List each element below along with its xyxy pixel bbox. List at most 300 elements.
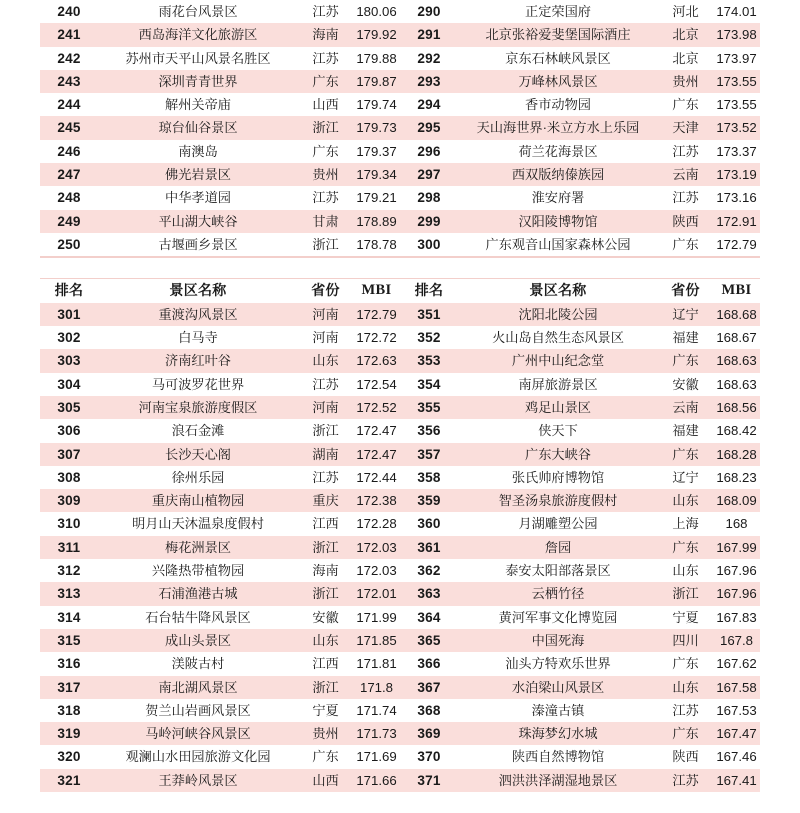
cell-rank-left: 241 — [57, 27, 81, 43]
cell-rank-right: 296 — [417, 143, 441, 159]
table-row[interactable] — [40, 396, 760, 419]
cell-mbi-left: 171.73 — [356, 726, 397, 742]
ranking-table-bottom — [40, 279, 760, 792]
cell-mbi-left: 172.38 — [356, 493, 397, 509]
column-header-rank-left: 排名 — [40, 279, 98, 302]
cell-mbi-right: 167.62 — [716, 656, 757, 672]
cell-mbi-left: 171.74 — [356, 702, 397, 718]
cell-province-right: 山东 — [672, 563, 699, 579]
cell-name-right: 智圣汤泉旅游度假村 — [498, 493, 618, 509]
table-row[interactable] — [40, 512, 760, 535]
table-row[interactable] — [40, 582, 760, 605]
cell-rank-right: 298 — [417, 190, 441, 206]
cell-province-left: 甘肃 — [312, 213, 339, 229]
cell-name-right: 沈阳北陵公园 — [518, 306, 598, 322]
cell-rank-right: 356 — [417, 423, 441, 439]
cell-rank-left: 319 — [57, 726, 81, 742]
table-row[interactable] — [40, 419, 760, 442]
cell-province-right: 河北 — [672, 4, 699, 19]
cell-mbi-right: 173.16 — [716, 190, 757, 206]
cell-rank-left: 312 — [57, 563, 81, 579]
cell-rank-left: 316 — [57, 656, 81, 672]
cell-province-right: 云南 — [672, 399, 699, 415]
cell-province-right: 山东 — [672, 493, 699, 509]
cell-name-right: 万峰林风景区 — [518, 73, 598, 89]
table-row[interactable] — [40, 466, 760, 489]
cell-province-right: 浙江 — [672, 586, 699, 602]
cell-rank-right: 293 — [417, 73, 441, 89]
cell-name-left: 中华孝道园 — [165, 190, 231, 206]
cell-name-left: 河南宝泉旅游度假区 — [138, 399, 258, 415]
cell-name-right: 月湖雕塑公园 — [518, 516, 598, 532]
cell-mbi-left: 180.06 — [356, 4, 397, 19]
cell-rank-left: 245 — [57, 120, 81, 136]
cell-province-right: 广东 — [672, 353, 699, 369]
cell-name-left: 古堰画乡景区 — [158, 236, 238, 252]
cell-name-left: 白马寺 — [178, 330, 218, 346]
cell-rank-right: 290 — [417, 4, 441, 19]
cell-rank-left: 308 — [57, 469, 81, 485]
cell-mbi-right: 168.23 — [716, 469, 757, 485]
cell-mbi-left: 172.03 — [356, 563, 397, 579]
cell-province-right: 广东 — [672, 656, 699, 672]
cell-mbi-right: 173.55 — [716, 73, 757, 89]
cell-province-left: 山东 — [312, 632, 339, 648]
cell-name-right: 火山岛自然生态风景区 — [492, 330, 624, 346]
cell-rank-left: 302 — [57, 330, 81, 346]
table-row[interactable] — [40, 536, 760, 559]
cell-province-left: 湖南 — [312, 446, 339, 462]
cell-mbi-right: 168 — [725, 516, 748, 532]
cell-mbi-left: 179.88 — [356, 50, 397, 66]
cell-province-left: 浙江 — [312, 120, 339, 136]
cell-name-left: 观澜山水田园旅游文化园 — [125, 749, 271, 765]
cell-name-left: 马可波罗花世界 — [151, 376, 245, 392]
cell-province-right: 江苏 — [672, 702, 699, 718]
cell-province-left: 河南 — [312, 306, 339, 322]
column-header-rank-right: 排名 — [400, 279, 458, 302]
cell-rank-right: 295 — [417, 120, 441, 136]
cell-name-left: 渼陂古村 — [171, 656, 225, 672]
cell-rank-left: 317 — [57, 679, 81, 695]
cell-name-left: 雨花台风景区 — [158, 4, 238, 19]
cell-province-left: 江西 — [312, 656, 339, 672]
cell-name-right: 天山海世界·米立方水上乐园 — [476, 120, 640, 136]
table-row[interactable] — [40, 699, 760, 722]
cell-name-left: 重渡沟风景区 — [158, 306, 238, 322]
cell-rank-left: 249 — [57, 213, 81, 229]
cell-name-left: 西岛海洋文化旅游区 — [138, 27, 258, 43]
cell-name-right: 京东石林峡风景区 — [505, 50, 611, 66]
cell-mbi-right: 167.83 — [716, 609, 757, 625]
cell-name-right: 广东观音山国家森林公园 — [485, 236, 631, 252]
cell-rank-left: 309 — [57, 493, 81, 509]
cell-name-right: 詹园 — [544, 539, 572, 555]
cell-mbi-left: 171.81 — [356, 656, 397, 672]
cell-rank-right: 362 — [417, 563, 441, 579]
cell-name-right: 正定荣国府 — [525, 4, 591, 19]
cell-name-left: 解州关帝庙 — [165, 97, 231, 113]
cell-province-right: 广东 — [672, 236, 699, 252]
cell-name-left: 马岭河峡谷风景区 — [145, 726, 251, 742]
cell-mbi-left: 172.28 — [356, 516, 397, 532]
cell-mbi-right: 167.58 — [716, 679, 757, 695]
cell-rank-left: 315 — [57, 632, 81, 648]
cell-name-right: 中国死海 — [531, 632, 585, 648]
cell-mbi-right: 167.53 — [716, 702, 757, 718]
ranking-table-header — [40, 279, 760, 302]
cell-rank-left: 240 — [57, 4, 81, 19]
cell-mbi-left: 179.73 — [356, 120, 397, 136]
cell-province-right: 广东 — [672, 97, 699, 113]
cell-province-left: 江苏 — [312, 469, 339, 485]
cell-name-right: 汕头方特欢乐世界 — [505, 656, 611, 672]
cell-name-left: 贺兰山岩画风景区 — [145, 702, 251, 718]
cell-rank-right: 369 — [417, 726, 441, 742]
cell-mbi-left: 172.54 — [356, 376, 397, 392]
cell-mbi-left: 172.72 — [356, 330, 397, 346]
cell-rank-left: 244 — [57, 97, 81, 113]
cell-rank-right: 357 — [417, 446, 441, 462]
cell-province-left: 浙江 — [312, 679, 339, 695]
cell-province-right: 福建 — [672, 423, 699, 439]
cell-mbi-right: 168.56 — [716, 399, 757, 415]
cell-mbi-right: 172.91 — [716, 213, 757, 229]
cell-mbi-right: 168.09 — [716, 493, 757, 509]
cell-mbi-right: 167.46 — [716, 749, 757, 765]
cell-mbi-right: 168.28 — [716, 446, 757, 462]
cell-rank-left: 250 — [57, 236, 81, 252]
cell-mbi-left: 179.74 — [356, 97, 397, 113]
table-row[interactable] — [40, 326, 760, 349]
cell-rank-right: 358 — [417, 469, 441, 485]
cell-province-right: 山东 — [672, 679, 699, 695]
cell-rank-right: 352 — [417, 330, 441, 346]
cell-mbi-right: 167.96 — [716, 586, 757, 602]
cell-rank-left: 243 — [57, 73, 81, 89]
cell-province-left: 河南 — [312, 399, 339, 415]
table-row[interactable] — [40, 349, 760, 372]
table-row[interactable] — [40, 47, 760, 70]
cell-province-left: 河南 — [312, 330, 339, 346]
cell-province-right: 广东 — [672, 446, 699, 462]
cell-rank-left: 321 — [57, 772, 81, 788]
cell-name-right: 泗洪洪泽湖湿地景区 — [498, 772, 618, 788]
cell-mbi-right: 173.97 — [716, 50, 757, 66]
cell-mbi-left: 172.52 — [356, 399, 397, 415]
cell-province-right: 江苏 — [672, 143, 699, 159]
cell-name-left: 南澳岛 — [178, 143, 218, 159]
cell-mbi-right: 167.96 — [716, 563, 757, 579]
table-row[interactable] — [40, 303, 760, 326]
cell-mbi-left: 172.79 — [356, 306, 397, 322]
cell-province-left: 贵州 — [312, 167, 339, 183]
cell-mbi-right: 173.98 — [716, 27, 757, 43]
cell-rank-right: 355 — [417, 399, 441, 415]
cell-province-left: 江西 — [312, 516, 339, 532]
cell-rank-left: 313 — [57, 586, 81, 602]
cell-rank-left: 305 — [57, 399, 81, 415]
cell-province-right: 福建 — [672, 330, 699, 346]
cell-rank-left: 301 — [57, 306, 81, 322]
cell-name-right: 珠海梦幻水城 — [518, 726, 598, 742]
table-row[interactable] — [40, 676, 760, 699]
ranking-table-bottom-body — [40, 303, 760, 792]
column-header-mbi-right: MBI — [713, 279, 760, 302]
cell-mbi-left: 172.03 — [356, 539, 397, 555]
cell-rank-right: 360 — [417, 516, 441, 532]
cell-rank-right: 367 — [417, 679, 441, 695]
table-row[interactable] — [40, 23, 760, 46]
cell-rank-right: 366 — [417, 656, 441, 672]
cell-province-right: 天津 — [672, 120, 699, 136]
cell-name-left: 深圳青青世界 — [158, 73, 238, 89]
cell-province-right: 四川 — [672, 632, 699, 648]
cell-name-right: 黄河军事文化博览园 — [498, 609, 618, 625]
cell-name-left: 平山湖大峡谷 — [158, 213, 238, 229]
cell-mbi-left: 178.89 — [356, 213, 397, 229]
header-row — [40, 279, 760, 302]
cell-mbi-left: 171.8 — [359, 679, 393, 695]
column-header-mbi-left: MBI — [353, 279, 400, 302]
cell-rank-right: 292 — [417, 50, 441, 66]
ranking-table-top — [40, 0, 760, 256]
cell-mbi-left: 171.69 — [356, 749, 397, 765]
cell-mbi-right: 173.19 — [716, 167, 757, 183]
table-row[interactable] — [40, 186, 760, 209]
table-row[interactable] — [40, 373, 760, 396]
cell-name-left: 徐州乐园 — [171, 469, 225, 485]
cell-name-left: 南北湖风景区 — [158, 679, 238, 695]
cell-province-left: 浙江 — [312, 586, 339, 602]
cell-mbi-right: 167.47 — [716, 726, 757, 742]
cell-mbi-right: 168.68 — [716, 306, 757, 322]
cell-mbi-right: 172.79 — [716, 236, 757, 252]
cell-province-left: 安徽 — [312, 609, 339, 625]
ranking-table-top-body — [40, 0, 760, 256]
cell-rank-right: 359 — [417, 493, 441, 509]
cell-name-right: 西双版纳傣族园 — [511, 167, 605, 183]
table-row[interactable] — [40, 70, 760, 93]
table-row[interactable] — [40, 489, 760, 512]
column-header-province-left: 省份 — [298, 279, 353, 302]
cell-rank-left: 307 — [57, 446, 81, 462]
cell-name-right: 陕西自然博物馆 — [511, 749, 605, 765]
cell-mbi-left: 172.01 — [356, 586, 397, 602]
cell-rank-left: 320 — [57, 749, 81, 765]
cell-mbi-left: 171.66 — [356, 772, 397, 788]
table-row[interactable] — [40, 559, 760, 582]
cell-mbi-right: 173.55 — [716, 97, 757, 113]
cell-province-right: 宁夏 — [672, 609, 699, 625]
cell-name-right: 鸡足山景区 — [525, 399, 591, 415]
cell-rank-right: 297 — [417, 167, 441, 183]
cell-rank-left: 303 — [57, 353, 81, 369]
cell-mbi-left: 179.21 — [356, 190, 397, 206]
cell-rank-right: 300 — [417, 236, 441, 252]
cell-rank-right: 363 — [417, 586, 441, 602]
cell-mbi-right: 168.67 — [716, 330, 757, 346]
cell-name-right: 南屏旅游景区 — [518, 376, 598, 392]
cell-mbi-left: 171.85 — [356, 632, 397, 648]
cell-province-left: 山西 — [312, 772, 339, 788]
cell-name-right: 北京张裕爱斐堡国际酒庄 — [485, 27, 631, 43]
cell-rank-right: 299 — [417, 213, 441, 229]
cell-mbi-left: 172.47 — [356, 423, 397, 439]
cell-province-right: 贵州 — [672, 73, 699, 89]
cell-rank-left: 306 — [57, 423, 81, 439]
cell-name-right: 溱潼古镇 — [531, 702, 585, 718]
cell-province-right: 辽宁 — [672, 469, 699, 485]
cell-rank-left: 246 — [57, 143, 81, 159]
cell-name-left: 重庆南山植物园 — [151, 493, 245, 509]
cell-mbi-left: 172.44 — [356, 469, 397, 485]
table-row[interactable] — [40, 652, 760, 675]
cell-rank-right: 370 — [417, 749, 441, 765]
cell-rank-right: 371 — [417, 772, 441, 788]
cell-name-right: 云栖竹径 — [531, 586, 585, 602]
cell-province-right: 陕西 — [672, 213, 699, 229]
table-row[interactable] — [40, 722, 760, 745]
table-row[interactable] — [40, 629, 760, 652]
column-header-name-right: 景区名称 — [458, 279, 658, 302]
cell-mbi-left: 179.37 — [356, 143, 397, 159]
table-row[interactable] — [40, 769, 760, 792]
cell-name-left: 石台牯牛降风景区 — [145, 609, 251, 625]
cell-name-left: 成山头景区 — [165, 632, 231, 648]
cell-province-left: 广东 — [312, 749, 339, 765]
cell-rank-left: 311 — [57, 539, 81, 555]
cell-name-left: 济南红叶谷 — [165, 353, 231, 369]
cell-province-right: 云南 — [672, 167, 699, 183]
cell-name-left: 苏州市天平山风景名胜区 — [125, 50, 271, 66]
cell-rank-right: 368 — [417, 702, 441, 718]
cell-province-right: 江苏 — [672, 190, 699, 206]
cell-mbi-right: 168.63 — [716, 353, 757, 369]
cell-mbi-right: 167.8 — [719, 632, 753, 648]
cell-rank-right: 294 — [417, 97, 441, 113]
cell-rank-left: 314 — [57, 609, 81, 625]
cell-mbi-right: 174.01 — [716, 4, 757, 19]
cell-province-left: 江苏 — [312, 190, 339, 206]
cell-rank-right: 365 — [417, 632, 441, 648]
cell-mbi-right: 168.42 — [716, 423, 757, 439]
cell-rank-left: 248 — [57, 190, 81, 206]
cell-name-left: 浪石金滩 — [171, 423, 225, 439]
table-row[interactable] — [40, 116, 760, 139]
cell-name-left: 石浦渔港古城 — [158, 586, 238, 602]
table-row[interactable] — [40, 93, 760, 116]
table-row[interactable] — [40, 210, 760, 233]
cell-province-right: 陕西 — [672, 749, 699, 765]
cell-province-left: 江苏 — [312, 50, 339, 66]
cell-province-left: 广东 — [312, 73, 339, 89]
table-row[interactable] — [40, 233, 760, 256]
cell-mbi-right: 167.99 — [716, 539, 757, 555]
cell-name-left: 王莽岭风景区 — [158, 772, 238, 788]
cell-rank-left: 304 — [57, 376, 81, 392]
cell-province-left: 重庆 — [312, 493, 339, 509]
cell-name-right: 汉阳陵博物馆 — [518, 213, 598, 229]
cell-name-left: 佛光岩景区 — [165, 167, 231, 183]
cell-province-left: 海南 — [312, 563, 339, 579]
cell-province-left: 浙江 — [312, 423, 339, 439]
cell-rank-left: 242 — [57, 50, 81, 66]
cell-name-right: 香市动物园 — [525, 97, 591, 113]
cell-name-right: 荷兰花海景区 — [518, 143, 598, 159]
cell-mbi-right: 173.52 — [716, 120, 757, 136]
cell-mbi-right: 167.41 — [716, 772, 757, 788]
cell-name-right: 侠天下 — [538, 423, 578, 439]
cell-province-right: 广东 — [672, 539, 699, 555]
cell-name-left: 长沙天心阁 — [165, 446, 231, 462]
cell-mbi-left: 179.87 — [356, 73, 397, 89]
cell-province-left: 海南 — [312, 27, 339, 43]
cell-province-left: 江苏 — [312, 4, 339, 19]
cell-mbi-right: 173.37 — [716, 143, 757, 159]
cell-province-right: 安徽 — [672, 376, 699, 392]
cell-rank-right: 351 — [417, 306, 441, 322]
cell-rank-right: 353 — [417, 353, 441, 369]
ranking-table-bottom-grid — [40, 279, 760, 792]
cell-province-right: 上海 — [672, 516, 699, 532]
cell-mbi-left: 171.99 — [356, 609, 397, 625]
cell-name-left: 梅花洲景区 — [165, 539, 231, 555]
cell-rank-left: 247 — [57, 167, 81, 183]
table-row[interactable] — [40, 606, 760, 629]
table-row[interactable] — [40, 745, 760, 768]
cell-province-left: 江苏 — [312, 376, 339, 392]
table-row[interactable] — [40, 443, 760, 466]
cell-name-left: 兴隆热带植物园 — [151, 563, 245, 579]
table-row[interactable] — [40, 140, 760, 163]
cell-name-right: 张氏帅府博物馆 — [511, 469, 605, 485]
cell-rank-left: 318 — [57, 702, 81, 718]
cell-name-right: 淮安府署 — [531, 190, 585, 206]
column-header-name-left: 景区名称 — [98, 279, 298, 302]
cell-province-right: 北京 — [672, 50, 699, 66]
cell-province-left: 浙江 — [312, 236, 339, 252]
cell-name-right: 广州中山纪念堂 — [511, 353, 605, 369]
cell-mbi-left: 178.78 — [356, 236, 397, 252]
cell-mbi-left: 179.92 — [356, 27, 397, 43]
cell-mbi-left: 172.47 — [356, 446, 397, 462]
ranking-table-top-grid — [40, 0, 760, 256]
cell-name-left: 琼台仙谷景区 — [158, 120, 238, 136]
table-row[interactable] — [40, 163, 760, 186]
cell-mbi-right: 168.63 — [716, 376, 757, 392]
cell-province-right: 广东 — [672, 726, 699, 742]
cell-province-left: 广东 — [312, 143, 339, 159]
table-row[interactable] — [40, 0, 760, 23]
cell-province-left: 贵州 — [312, 726, 339, 742]
cell-name-right: 广东大峡谷 — [525, 446, 591, 462]
column-header-province-right: 省份 — [658, 279, 713, 302]
cell-rank-right: 354 — [417, 376, 441, 392]
cell-province-right: 江苏 — [672, 772, 699, 788]
cell-province-left: 浙江 — [312, 539, 339, 555]
cell-province-left: 宁夏 — [312, 702, 339, 718]
cell-province-left: 山东 — [312, 353, 339, 369]
cell-rank-right: 364 — [417, 609, 441, 625]
cell-name-right: 泰安太阳部落景区 — [505, 563, 611, 579]
cell-rank-right: 291 — [417, 27, 441, 43]
cell-rank-right: 361 — [417, 539, 441, 555]
cell-province-left: 山西 — [312, 97, 339, 113]
cell-mbi-left: 179.34 — [356, 167, 397, 183]
cell-name-right: 水泊梁山风景区 — [511, 679, 605, 695]
cell-name-left: 明月山天沐温泉度假村 — [132, 516, 264, 532]
